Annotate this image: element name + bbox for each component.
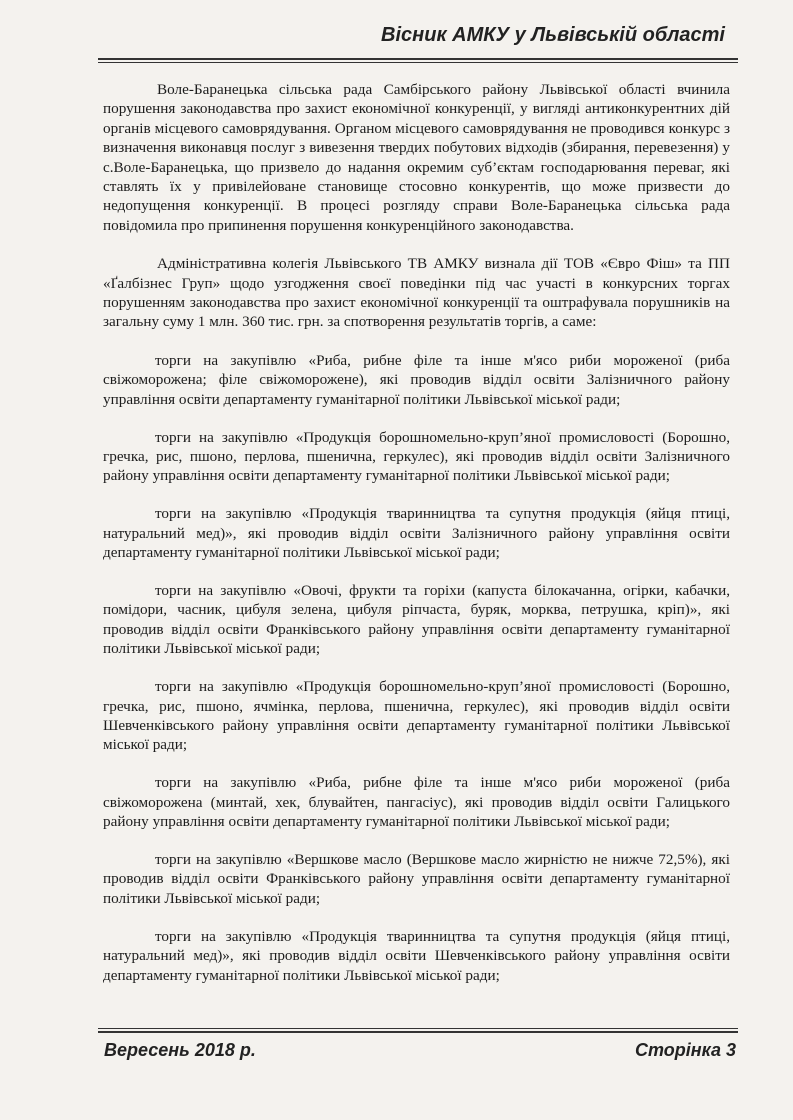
header-title: Вісник АМКУ у Львівській області [381, 24, 725, 46]
tender-item: торги на закупівлю «Риба, рибне філе та інше м'ясо риби мороженої (риба свіжоморожена; філе свіжоморожене), які проводив відділ освіти Залізничного району управління освіти департаменту гуманітарної політики Львівської міської ради; [103, 351, 730, 408]
footer-divider [98, 1028, 738, 1033]
tender-item: торги на закупівлю «Продукція тваринництва та супутня продукція (яйця птиці, натуральний мед)», які проводив відділ освіти Шевченківського району управління освіти департаменту гуманітарної політики Львівської міської ради; [103, 927, 730, 984]
page-number: Сторінка 3 [635, 1040, 736, 1060]
paragraph-fine: Адміністративна колегія Львівського ТВ АМКУ визнала дії ТОВ «Євро Фіш» та ПП «Ґалбізнес Груп» щодо узгодження своєї поведінки під час участі в конкурсних торгах порушенням законодавства про захист економічної конкуренції та оштрафувала порушників на загальну суму 1 млн. 360 тис. грн. за спотворення результатів торгів, а саме: [103, 255, 730, 331]
document-body [103, 80, 730, 1003]
tender-item: торги на закупівлю «Овочі, фрукти та горіхи (капуста білокачанна, огірки, кабачки, помідори, часник, цибуля зелена, цибуля ріпчаста, буряк, морква, петрушка, кріп)», які проводив відділ освіти Франківського району управління освіти департаменту гуманітарної політики Львівської міської ради; [103, 582, 730, 658]
tender-item: торги на закупівлю «Вершкове масло (Вершкове масло жирністю не нижче 72,5%), які проводив відділ освіти Франківського району управління освіти департаменту гуманітарної політики Львівської міської ради; [103, 851, 730, 907]
tender-item: торги на закупівлю «Продукція борошномельно-круп’яної промисловості (Борошно, гречка, рис, пшоно, перлова, пшенична, геркулес), які проводив відділ освіти Залізничного району управління освіти департаменту гуманітарної політики Львівської міської ради; [103, 428, 730, 485]
tender-item: торги на закупівлю «Продукція тваринництва та супутня продукція (яйця птиці, натуральний мед)», які проводив відділ освіти Залізничного району управління освіти департаменту гуманітарної політики Львівської міської ради; [103, 505, 730, 562]
footer-date: Вересень 2018 р. [104, 1040, 256, 1060]
paragraph-violation: Воле-Баранецька сільська рада Самбірського району Львівської області вчинила порушення законодавства про захист економічної конкуренції, у вигляді антиконкурентних дій органів місцевого самоврядування. Органом місцевого самоврядування не проводився конкурс з визначення виконавця послуг з вивезення твердих побутових відходів (збирання, перевезення) у с.Воле-Баранецька, що призвело до надання окремим суб’єктам господарювання переваг, які ставлять їх у привілейоване становище стосовно конкурентів, що може призвести до недопущення конкуренції. В процесі розгляду справи Воле-Баранецька сільська рада повідомила про припинення порушення конкуренційного законодавства. [103, 81, 730, 234]
header-divider [98, 58, 738, 63]
tender-item: торги на закупівлю «Продукція борошномельно-круп’яної промисловості (Борошно, гречка, рис, пшоно, ячмінка, перлова, пшенична, геркулес), які проводив відділ освіти Шевченківського району управління освіти департаменту гуманітарної політики Львівської міської ради; [103, 678, 730, 754]
tender-item: торги на закупівлю «Риба, рибне філе та інше м'ясо риби мороженої (риба свіжоморожена (минтай, хек, блувайтен, пангасіус), які проводив відділ освіти Галицького району управління освіти департаменту гуманітарної політики Львівської міської ради; [103, 774, 730, 831]
